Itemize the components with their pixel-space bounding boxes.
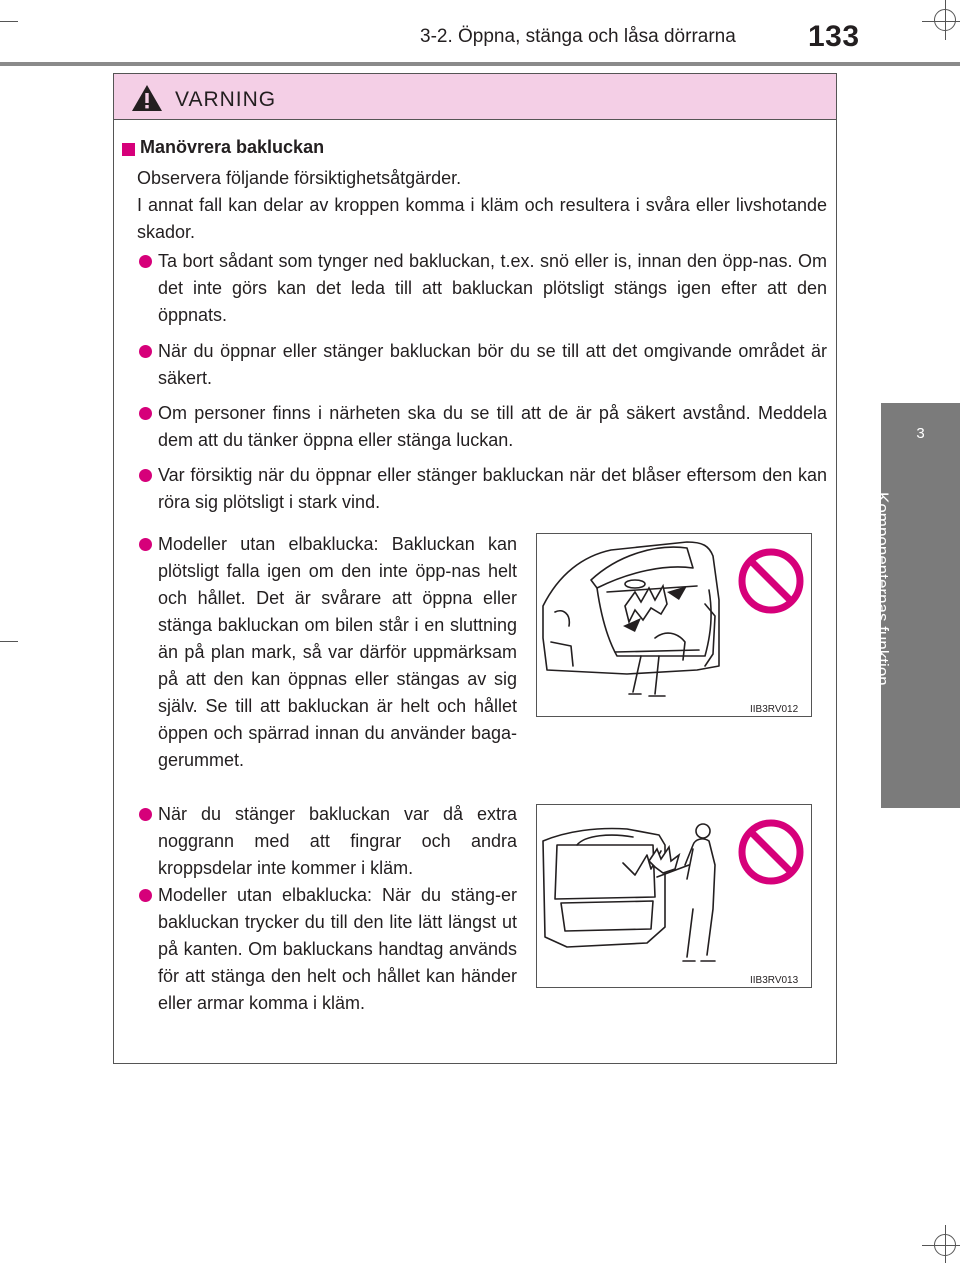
- bullet-dot: [139, 469, 152, 482]
- bullet-dot: [139, 345, 152, 358]
- bullet-text: Modeller utan elbaklucka: När du stäng-er bakluckan trycker du till den lite lätt längst ut på kanten. Om bakluckans handtag används för att stänga den helt och hållet kan händer eller armar komma i kläm.: [158, 885, 517, 1013]
- bullet-text: Om personer finns i närheten ska du se till att de är på säkert avstånd. Meddela dem att du tänker öppna eller stänga luckan.: [158, 403, 827, 450]
- bullet-text: När du stänger bakluckan var då extra noggrann med att fingrar och andra kroppsdelar inte kommer i kläm.: [158, 804, 517, 878]
- warning-title: VARNING: [175, 88, 277, 111]
- bullet-dot: [139, 538, 152, 551]
- bullet-text: Modeller utan elbaklucka: Bakluckan kan plötsligt falla igen om den inte öpp-nas helt och hållet. Det är svårare att öppna eller stänga bakluckan om bilen står i en sluttning än på plan mark, så var därför uppmärksam på att den kan öppnas eller stängas av sig själv. Se till att bakluckan är helt och hållet öppen och spärrad innan du använder baga-gerummet.: [158, 534, 517, 770]
- intro-text: Observera följande försiktighetsåtgärder.: [137, 168, 462, 188]
- crop-mark: [934, 9, 956, 31]
- bullet-dot: [139, 808, 152, 821]
- header-rule: [0, 62, 960, 66]
- bullet-dot: [139, 889, 152, 902]
- section-heading: Manövrera bakluckan: [140, 137, 325, 157]
- warning-triangle-icon: [131, 84, 163, 112]
- crop-mark: [922, 21, 960, 22]
- figure-code: IIB3RV012: [750, 704, 799, 715]
- intro-text: I annat fall kan delar av kroppen komma i kläm och resultera i svåra eller livshotande skador.: [137, 195, 827, 242]
- figure-tailgate-falling: [536, 533, 812, 717]
- side-tab-title: Komponenternas funktion: [873, 492, 892, 686]
- crop-mark: [0, 641, 18, 642]
- chapter-header: 3-2. Öppna, stänga och låsa dörrarna: [420, 26, 736, 47]
- side-tab: [881, 403, 960, 808]
- bullet-dot: [139, 255, 152, 268]
- figure-tailgate-pinch: [536, 804, 812, 988]
- bullet-text: Var försiktig när du öppnar eller stänger bakluckan när det blåser eftersom den kan röra sig plötsligt i stark vind.: [158, 465, 827, 512]
- crop-mark: [922, 1245, 960, 1246]
- bullet-text: Ta bort sådant som tynger ned bakluckan, t.ex. snö eller is, innan den öpp-nas. Om det inte görs kan det leda till att bakluckan plötsligt stängs igen efter att den öppnats.: [158, 251, 827, 325]
- figure-code: IIB3RV013: [750, 975, 799, 986]
- crop-mark: [0, 21, 18, 22]
- side-tab-number: 3: [916, 425, 925, 442]
- section-marker: [122, 143, 135, 156]
- tailgate-falling-illustration: [537, 534, 810, 715]
- page-number: 133: [808, 20, 860, 53]
- tailgate-pinch-illustration: [537, 805, 810, 986]
- bullet-dot: [139, 407, 152, 420]
- bullet-text: När du öppnar eller stänger bakluckan bör du se till att det omgivande området är säkert.: [158, 341, 827, 388]
